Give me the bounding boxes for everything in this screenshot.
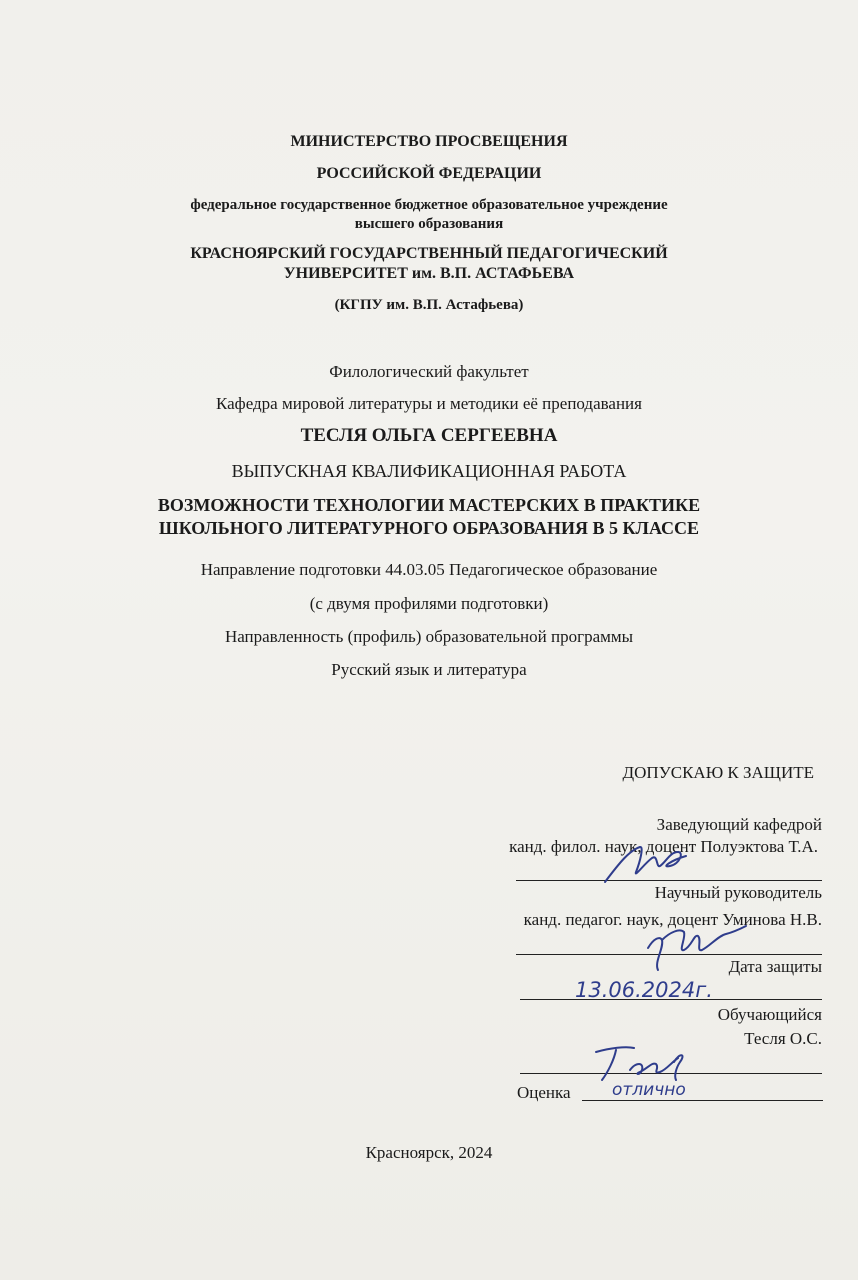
institution-type-line-1: федеральное государственное бюджетное образовательное учреждение <box>190 197 668 213</box>
study-profiles: (с двумя профилями подготовки) <box>309 594 549 613</box>
program-orientation: Направленность (профиль) образовательной программы <box>224 627 634 646</box>
head-of-department-title: Заведующий кафедрой <box>656 815 822 834</box>
university-short-name: (КГПУ им. В.П. Астафьева) <box>334 297 524 313</box>
ministry-line-1: МИНИСТЕРСТВО ПРОСВЕЩЕНИЯ <box>290 133 568 150</box>
defense-date-value: 13.06.2024г. <box>575 978 713 1002</box>
admit-to-defense: ДОПУСКАЮ К ЗАЩИТЕ <box>622 763 814 782</box>
thesis-title-line-2: ШКОЛЬНОГО ЛИТЕРАТУРНОГО ОБРАЗОВАНИЯ В 5 КЛАССЕ <box>158 518 700 538</box>
thesis-title-line-1: ВОЗМОЖНОСТИ ТЕХНОЛОГИИ МАСТЕРСКИХ В ПРАКТИКЕ <box>157 495 701 515</box>
student-signature <box>590 1040 690 1084</box>
university-name-line-2: УНИВЕРСИТЕТ им. В.П. АСТАФЬЕВА <box>283 265 575 282</box>
work-type: ВЫПУСКНАЯ КВАЛИФИКАЦИОННАЯ РАБОТА <box>231 461 627 481</box>
ministry-line-2: РОССИЙСКОЙ ФЕДЕРАЦИИ <box>316 165 542 182</box>
grade-label: Оценка <box>517 1083 571 1102</box>
defense-date-label: Дата защиты <box>728 957 822 976</box>
grade-line <box>582 1100 823 1101</box>
supervisor-title: Научный руководитель <box>654 883 822 902</box>
grade-value: отлично <box>612 1080 686 1100</box>
study-direction: Направление подготовки 44.03.05 Педагогическое образование <box>200 560 658 579</box>
student-title: Обучающийся <box>717 1005 822 1024</box>
program-name: Русский язык и литература <box>331 660 527 679</box>
student-name: Тесля О.С. <box>744 1029 822 1048</box>
institution-type-line-2: высшего образования <box>354 216 504 232</box>
author-name: ТЕСЛЯ ОЛЬГА СЕРГЕЕВНА <box>300 425 558 446</box>
faculty: Филологический факультет <box>329 362 529 381</box>
head-of-department-name: канд. филол. наук, доцент Полуэктова Т.А. <box>509 837 818 856</box>
supervisor-name: канд. педагог. наук, доцент Уминова Н.В. <box>523 910 822 929</box>
university-name-line-1: КРАСНОЯРСКИЙ ГОСУДАРСТВЕННЫЙ ПЕДАГОГИЧЕСКИЙ <box>190 245 668 262</box>
department: Кафедра мировой литературы и методики её преподавания <box>216 394 642 413</box>
city-year: Красноярск, 2024 <box>365 1143 493 1162</box>
